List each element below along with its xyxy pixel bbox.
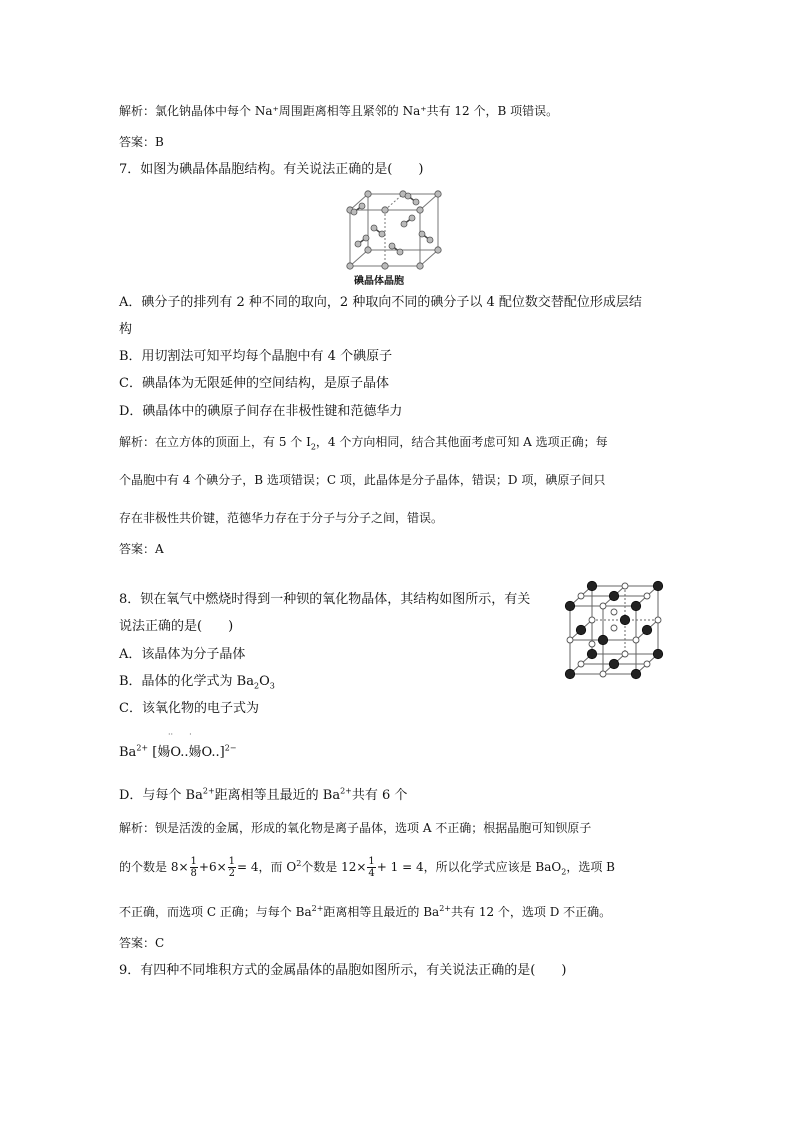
q6-analysis: 解析：氯化钠晶体中每个 Na⁺周围距离相等且紧邻的 Na⁺共有 12 个，B 项错误。 xyxy=(119,104,559,118)
iodine-cell-caption: 碘晶体晶胞 xyxy=(354,276,404,287)
q8-answer: 答案：C xyxy=(119,936,165,950)
q7-option-a-line1: A．碘分子的排列有 2 种不同的取向，2 种取向不同的碘分子以 4 配位数交替配位形成层结 xyxy=(119,295,642,310)
q8-analysis-line3: 不正确，而选项 C 正确；与每个 $Ba^{2+}$距离相等且最近的 $Ba^{2+}$共有 12 个，选项 D 不正确。 xyxy=(119,904,612,919)
q8-option-c: C．该氧化物的电子式为 xyxy=(119,701,259,716)
iodine-cell-figure xyxy=(344,188,444,272)
barium-oxide-cell-figure xyxy=(562,578,666,682)
q7-option-b: B．用切割法可知平均每个晶胞中有 4 个碘原子 xyxy=(119,349,393,364)
q8-analysis-line2: 的个数是 8× $\frac{1}{8}$ +6× $\frac{1}{2}$ = 4，而 $O^2$个数是 12× $\frac{1}{4}$ + 1 = 4，所以化学式应该是 BaO$_2$，选项 B xyxy=(119,856,615,879)
q6-answer: 答案：B xyxy=(119,135,164,149)
q9-stem: 9．有四种不同堆积方式的金属晶体的晶胞如图所示，有关说法正确的是( ) xyxy=(119,963,567,978)
q8-stem-line1: 8．钡在氧气中燃烧时得到一种钡的氧化物晶体，其结构如图所示，有关 xyxy=(119,592,531,607)
q7-option-d: D．碘晶体中的碘原子间存在非极性键和范德华力 xyxy=(119,404,403,419)
fraction-1-2: $\frac{1}{2}$ xyxy=(228,856,236,879)
fraction-1-8: $\frac{1}{8}$ xyxy=(190,856,197,879)
q8-analysis-line1: 解析：钡是活泼的金属，形成的氧化物是离子晶体，选项 A 不正确；根据晶胞可知钡原子 xyxy=(119,821,592,835)
q8-formula-dots: ·· · xyxy=(168,730,192,739)
q8-electron-formula: $Ba^{2+}$ [婸O..婸O..]$^{2-}$ xyxy=(119,743,237,760)
q7-analysis-line1: 解析：在立方体的顶面上，有 5 个 $I_2$，4 个方向相同，结合其他面考虑可知 A 选项正确；每 xyxy=(119,435,608,452)
q8-stem-line2: 说法正确的是( ) xyxy=(119,619,234,634)
q7-option-a-line2: 构 xyxy=(119,322,133,337)
q8-option-d: D．与每个 $Ba^{2+}$距离相等且最近的 $Ba^{2+}$共有 6 个 xyxy=(119,786,408,803)
q7-analysis-line2: 个晶胞中有 4 个碘分子，B 选项错误；C 项，此晶体是分子晶体，错误；D 项，碘原子间只 xyxy=(119,473,606,487)
q8-option-a: A．该晶体为分子晶体 xyxy=(119,647,246,662)
q7-analysis-line3: 存在非极性共价键，范德华力存在于分子与分子之间，错误。 xyxy=(119,511,444,525)
q8-option-b: B．晶体的化学式为 $Ba_2O_3$ xyxy=(119,674,275,691)
q7-answer: 答案：A xyxy=(119,542,164,556)
fraction-1-4: $\frac{1}{4}$ xyxy=(368,856,375,879)
q7-option-c: C．碘晶体为无限延伸的空间结构，是原子晶体 xyxy=(119,376,389,391)
q7-stem: 7．如图为碘晶体晶胞结构。有关说法正确的是( ) xyxy=(119,162,424,177)
